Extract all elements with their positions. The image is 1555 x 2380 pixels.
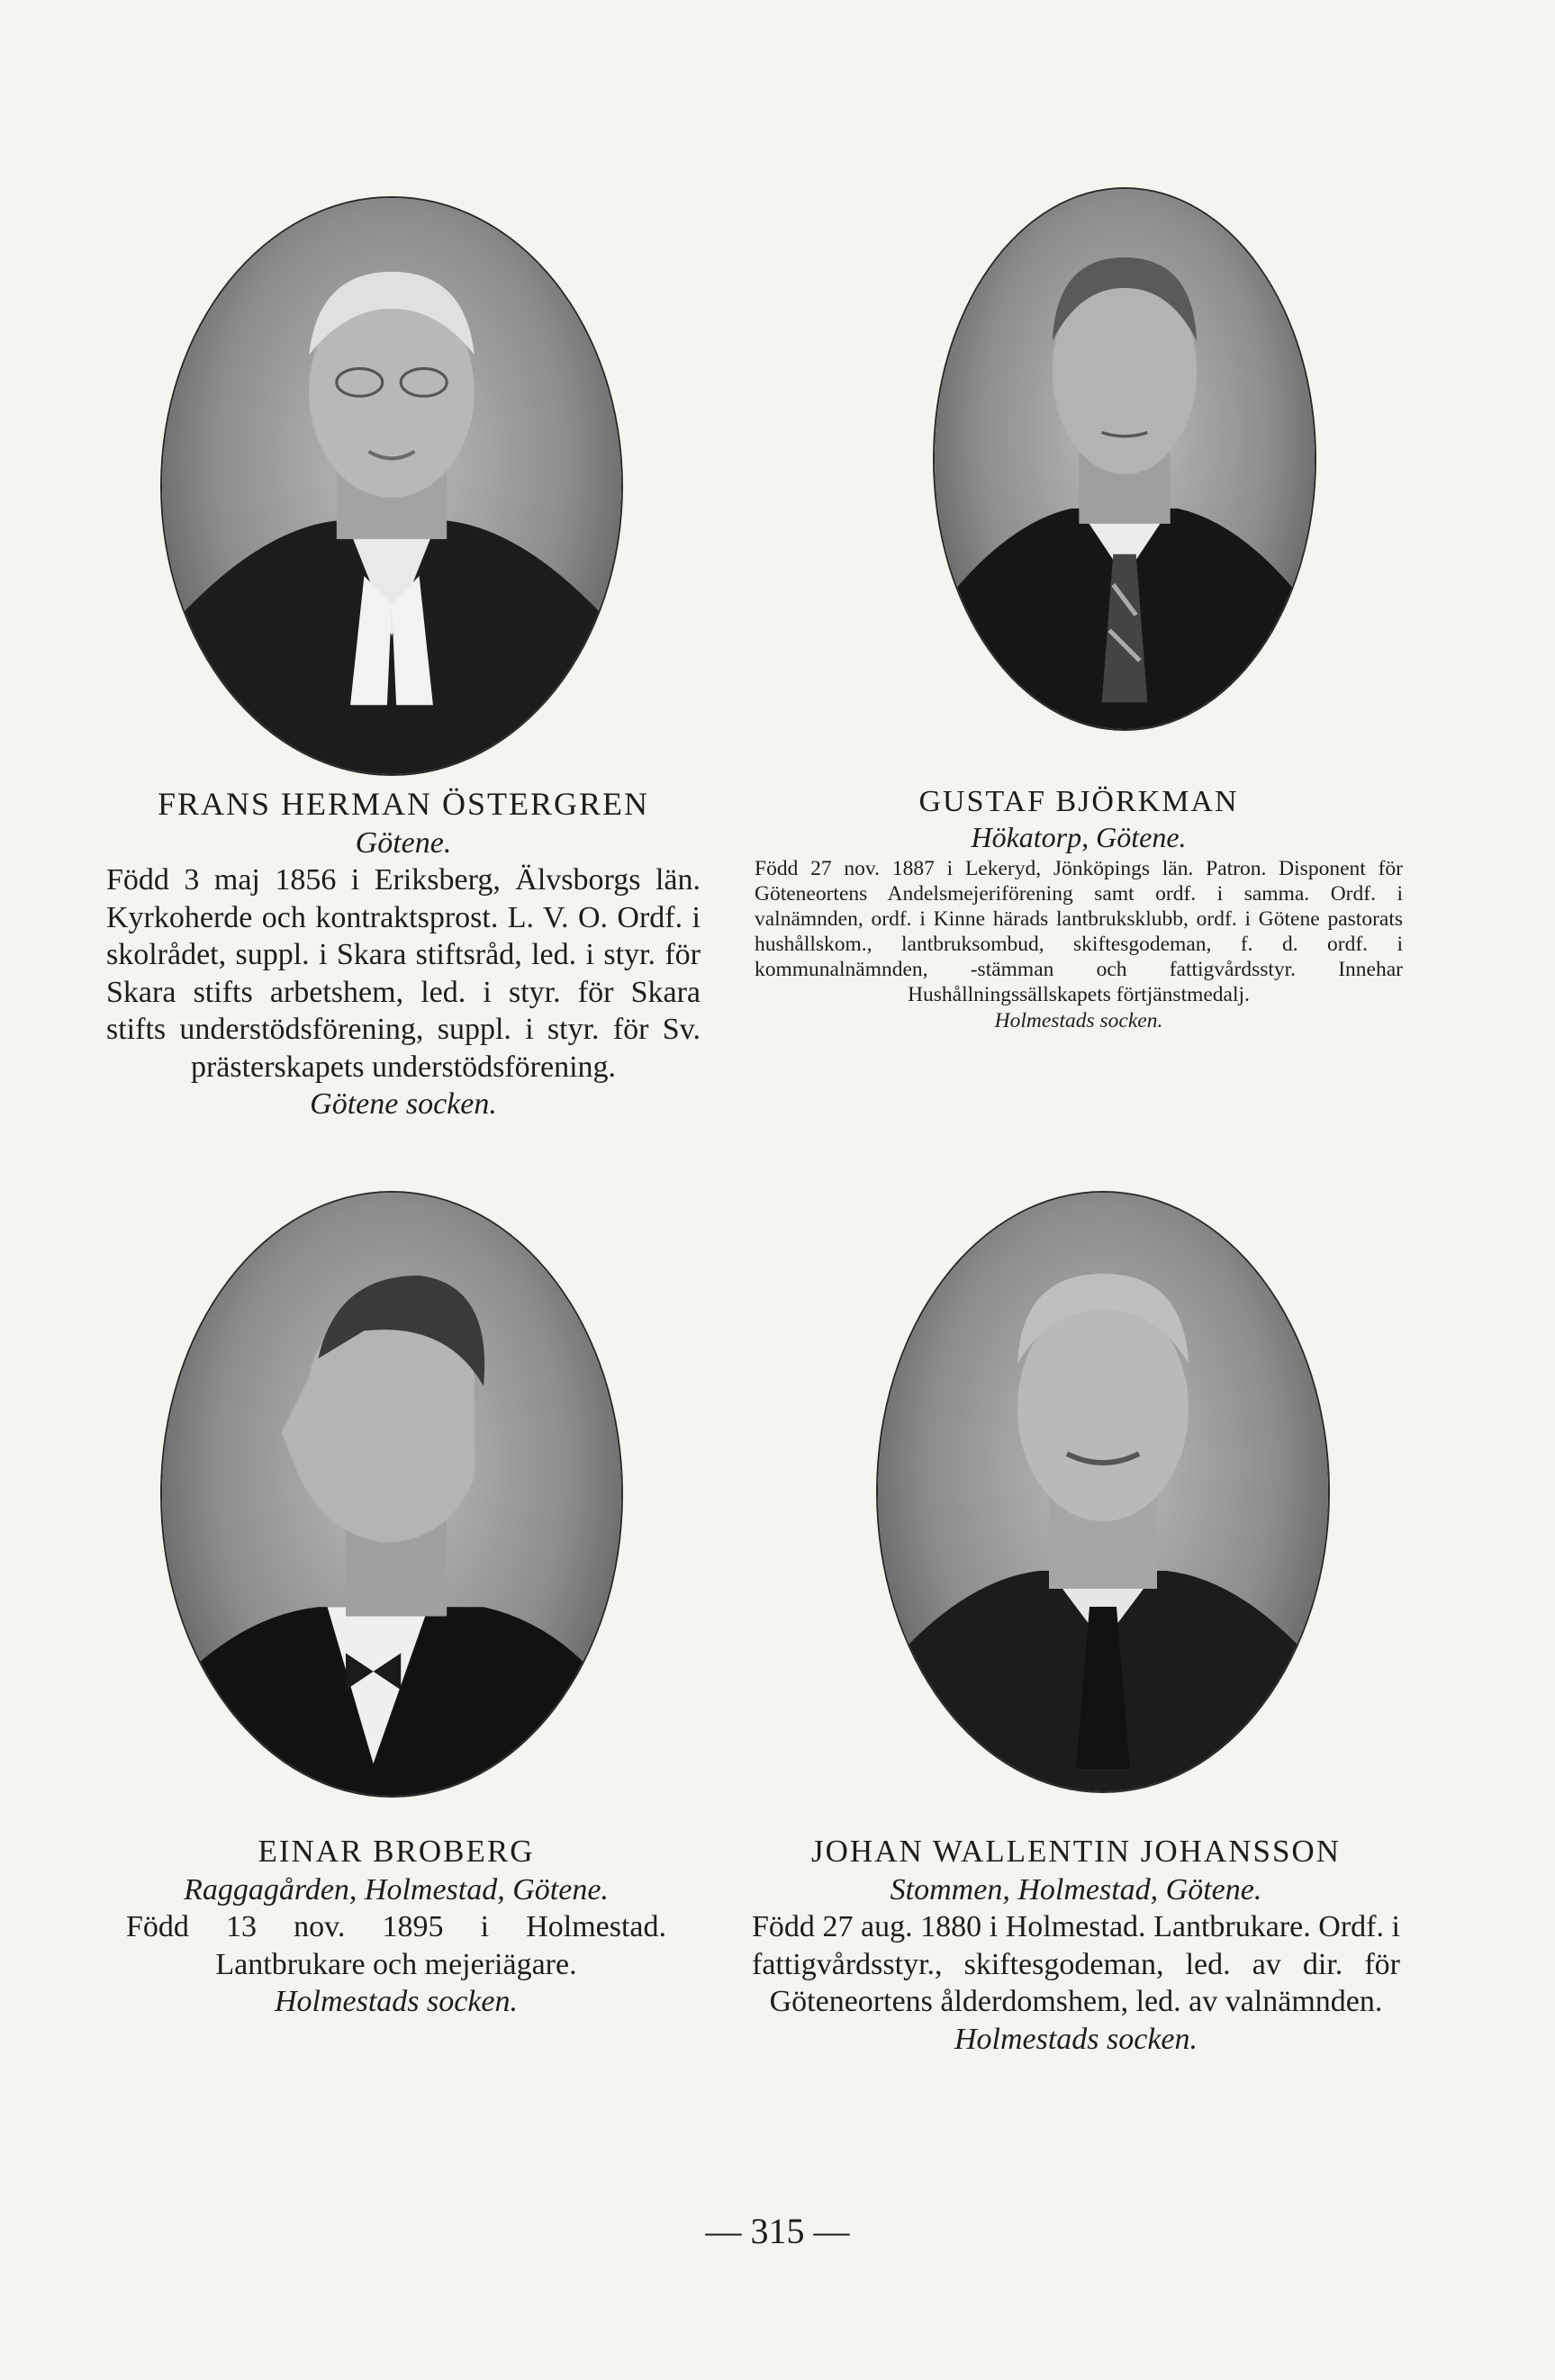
portrait-einar-broberg bbox=[162, 1193, 621, 1796]
person-name: FRANS HERMAN ÖSTERGREN bbox=[157, 786, 650, 822]
caption-gustaf-bjorkman bbox=[755, 783, 1403, 1033]
portrait-photo bbox=[878, 1193, 1328, 1791]
portrait-photo bbox=[162, 198, 621, 774]
person-place: Hökatorp, Götene. bbox=[971, 821, 1187, 854]
person-bio: Född 27 nov. 1887 i Lekeryd, Jönköpings län. Patron. Disponent för Göteneortens Andelsmejeriförening samt ordf. i samma. Ordf. i valnämnden, ordf. i Kinne härads lantbruksklubb, ordf. i Götene pastorats hushållskom., lantbruksombud, skiftesgodeman, f. d. ordf. i kommunalnämnden, -stämman och fattigvårdsstyr. Innehar Hushållningssällskapets förtjänstmedalj. bbox=[755, 856, 1403, 1007]
person-name: GUSTAF BJÖRKMAN bbox=[918, 785, 1239, 818]
parish-label: Holmestads socken. bbox=[274, 1985, 519, 2019]
person-name: EINAR BROBERG bbox=[258, 1834, 535, 1869]
person-place: Stommen, Holmestad, Götene. bbox=[890, 1872, 1262, 1907]
portrait-photo bbox=[935, 189, 1315, 729]
person-place: Raggagården, Holmestad, Götene. bbox=[184, 1872, 609, 1907]
person-name: JOHAN WALLENTIN JOHANSSON bbox=[811, 1834, 1341, 1869]
portrait-gustaf-bjorkman bbox=[935, 189, 1315, 729]
page-number: — 315 — bbox=[705, 2211, 850, 2251]
caption-frans-herman-ostergren bbox=[106, 785, 701, 1123]
person-bio: Född 13 nov. 1895 i Holmestad. Lantbrukare och mejeriägare. bbox=[126, 1910, 666, 1981]
person-bio: Född 27 aug. 1880 i Holmestad. Lantbrukare. Ordf. i fattigvårdsstyr., skiftesgodeman, led. av dir. för Göteneortens ålderdomshem, led. av valnämnden. bbox=[752, 1910, 1400, 2019]
parish-label: Holmestads socken. bbox=[954, 2022, 1198, 2056]
person-bio: Född 3 maj 1856 i Eriksberg, Älvsborgs län. Kyrkoherde och kontraktsprost. L. V. O. Ordf. i skolrådet, suppl. i Skara stiftsråd, led. i styr. för Skara stifts arbetshem, led. i styr. för Skara stifts understödsförening, suppl. i styr. för Sv. prästerskapets understödsförening. bbox=[106, 863, 701, 1084]
caption-einar-broberg bbox=[126, 1833, 666, 2021]
caption-johan-wallentin-johansson bbox=[752, 1833, 1400, 2058]
portrait-frans-herman-ostergren bbox=[162, 198, 621, 774]
parish-label: Holmestads socken. bbox=[994, 1008, 1163, 1032]
portrait-photo bbox=[162, 1193, 621, 1796]
person-place: Götene. bbox=[355, 825, 452, 860]
parish-label: Götene socken. bbox=[310, 1087, 497, 1122]
portrait-johan-wallentin-johansson bbox=[878, 1193, 1328, 1791]
